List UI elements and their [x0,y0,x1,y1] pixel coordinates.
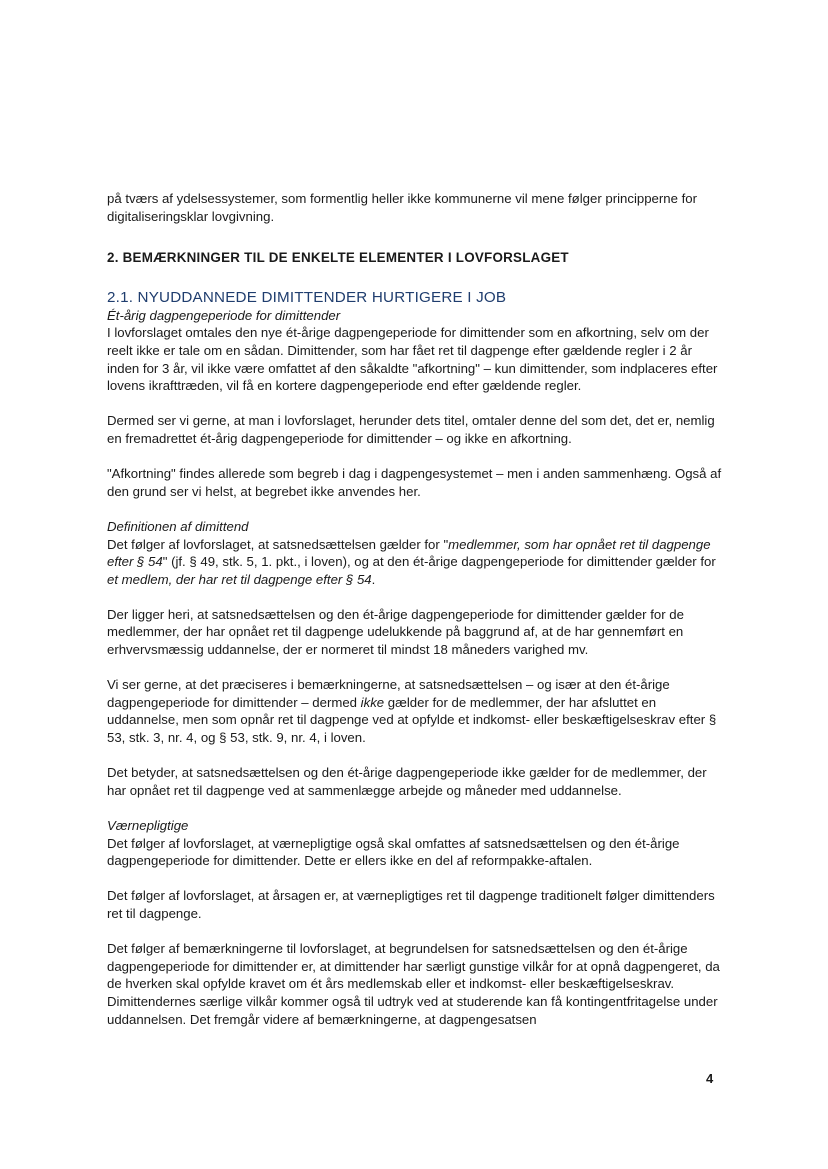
text-segment: gælder for de medlemmer, der har afsluttet en uddannelse, men som opnår ret til dagpenge ved at opfylde et indkomst- eller beskæftigelseskrav efter § 53, stk. 3, nr. 4, og § 53, stk. 9, nr. 4, i loven. [107,694,717,746]
paragraph-uddannelse: Der ligger heri, at satsnedsættelsen og den ét-årige dagpengeperiode for dimittender gælder for de medlemmer, der har opnået ret til dagpenge udelukkende på baggrund af, at de har gennemført en erhvervsmæssig uddannelse, der er normeret til mindst 18 måneders varighed mv. [107,606,684,658]
subheading-definition: Definitionen af dimittend [107,518,249,534]
page-content [107,190,722,1028]
text-segment: Det følger af lovforslaget, at satsnedsættelsen gælder for " [107,536,449,552]
subheading-vaernepligtige: Værnepligtige [107,818,189,833]
paragraph-betydning: Det betyder, at satsnedsættelsen og den ét-årige dagpengeperiode ikke gælder for de medlemmer, der har opnået ret til dagpenge ved at sammenlægge arbejde og måneder med uddannelse. [107,765,707,798]
text-segment: " (jf. § 49, stk. 5, 1. pkt., i loven), og at den ét-årige dagpengeperiode for dimittender gælder for [162,554,716,570]
text-segment: Vi ser gerne, at det præciseres i bemærkningerne, at satsnedsættelsen – og især at den ét-årige dagpengeperiode for dimittender – dermed [107,677,670,710]
emphasis-segment: ikke [360,694,385,710]
intro-paragraph: på tværs af ydelsessystemer, som formentlig heller ikke kommunerne vil mene følger principperne for digitaliseringsklar lovgivning. [107,191,698,224]
subheading-dagpengeperiode: Ét-årig dagpengeperiode for dimittender [107,307,341,323]
page-number: 4 [706,1071,714,1086]
paragraph-afkortning: I lovforslaget omtales den nye ét-årige dagpengeperiode for dimittender som en afkortning, selv om der reelt ikke er tale om en sådan. Dimittender, som har fået ret til dagpenge efter gældende regler i 2 år inden for 3 år, vil ikke være omfattet af den såkaldte "afkortning" – kun dimittender, som indplaceres efter lovens ikrafttræden, vil få en kortere dagpengeperiode end efter gældende regler. [107,325,718,394]
quote-segment: medlemmer, som har opnået ret til dagpenge efter § 54 [107,536,711,570]
text-segment: . [371,571,376,587]
paragraph-vaernepligtige: Det følger af lovforslaget, at værnepligtige også skal omfattes af satsnedsættelsen og den ét-årige dagpengeperiode for dimittender. Dette er ellers ikke en del af reformpakke-aftalen. [107,835,680,869]
paragraph-titel: Dermed ser vi gerne, at man i lovforslaget, herunder dets titel, omtaler denne del som det, det er, nemlig en fremadrettet ét-årig dagpengeperiode for dimittender – og ikke en afkortning. [107,413,715,446]
paragraph-begreb: "Afkortning" findes allerede som begreb i dag i dagpengesystemet – men i anden sammenhæng. Også af den grund ser vi helst, at begrebet ikke anvendes her. [107,466,722,499]
subsection-heading: 2.1. NYUDDANNEDE DIMITTENDER HURTIGERE I JOB [107,288,507,306]
paragraph-praecisering [107,676,722,746]
paragraph-aarsag: Det følger af lovforslaget, at årsagen er, at værnepligtiges ret til dagpenge traditionelt følger dimittenders ret til dagpenge. [107,888,715,921]
quote-segment: et medlem, der har ret til dagpenge efter § 54 [107,571,372,587]
section-heading: 2. BEMÆRKNINGER TIL DE ENKELTE ELEMENTER I LOVFORSLAGET [107,250,569,266]
paragraph-begrundelse: Det følger af bemærkningerne til lovforslaget, at begrundelsen for satsnedsættelsen og den ét-årige dagpengeperiode for dimittender er, at dimittender har særligt gunstige vilkår for at opnå dagpengeret, da de hverken skal opfylde kravet om ét års medlemskab eller et indkomst- eller beskæftigelseskrav. Dimittendernes særlige vilkår kommer også til udtryk ved at studerende kan få kontingentfritagelse under uddannelsen. Det fremgår videre af bemærkningerne, at dagpengesatsen [107,941,720,1027]
paragraph-definition [107,536,722,589]
